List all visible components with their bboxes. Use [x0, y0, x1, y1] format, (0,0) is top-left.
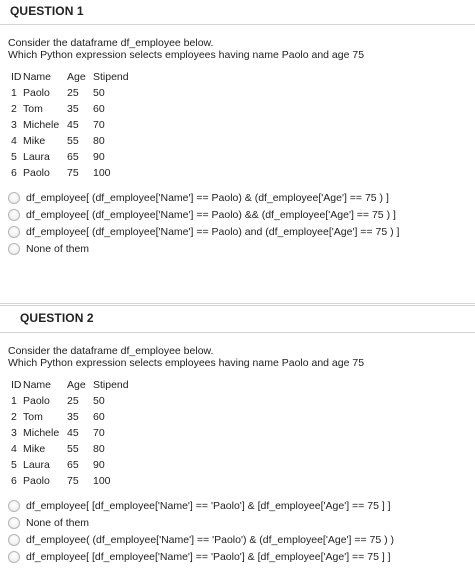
cell-age: 45 — [67, 427, 79, 439]
cell-id: 1 — [11, 395, 17, 407]
table-row — [11, 393, 133, 409]
question-body — [0, 25, 475, 257]
question-text-line-1: Consider the dataframe df_employee below. — [8, 37, 214, 49]
answer-label[interactable]: df_employee[ (df_employee['Name'] == Paolo) & (df_employee['Age'] == 75 ) ] — [26, 191, 389, 204]
column-header-age: Age — [67, 71, 86, 83]
cell-age: 55 — [67, 135, 79, 147]
cell-stipend: 60 — [93, 411, 105, 423]
cell-name: Mike — [23, 443, 46, 455]
answer-label[interactable]: df_employee[ (df_employee['Name'] == Paolo) and (df_employee['Age'] == 75 ) ] — [26, 225, 400, 238]
answer-option[interactable] — [8, 240, 465, 257]
cell-name: Paolo — [23, 475, 50, 487]
answer-options — [8, 189, 465, 257]
cell-age: 45 — [67, 119, 79, 131]
cell-name: Mike — [23, 135, 46, 147]
cell-id: 4 — [11, 443, 17, 455]
cell-age: 65 — [67, 151, 79, 163]
cell-id: 2 — [11, 411, 17, 423]
cell-id: 6 — [11, 167, 17, 179]
table-row — [11, 441, 133, 457]
question-header — [0, 0, 475, 25]
dataframe-table — [11, 377, 133, 489]
cell-age: 75 — [67, 167, 79, 179]
cell-stipend: 100 — [93, 167, 111, 179]
column-header-id: ID — [11, 379, 22, 391]
answer-option[interactable] — [8, 514, 465, 531]
table-header-row — [11, 69, 133, 85]
question-text-line-2: Which Python expression selects employees having name Paolo and age 75 — [8, 49, 365, 61]
cell-stipend: 80 — [93, 443, 105, 455]
question-1 — [0, 0, 475, 282]
table-row — [11, 409, 133, 425]
cell-stipend: 90 — [93, 459, 105, 471]
answer-option[interactable] — [8, 206, 465, 223]
answer-label[interactable]: df_employee[ (df_employee['Name'] == Paolo) && (df_employee['Age'] == 75 ) ] — [26, 208, 396, 221]
radio-button[interactable] — [8, 243, 20, 255]
question-title: QUESTION 1 — [10, 4, 84, 18]
question-body — [0, 333, 475, 565]
column-header-name: Name — [23, 71, 52, 83]
question-text-line-2: Which Python expression selects employees having name Paolo and age 75 — [8, 357, 365, 369]
cell-stipend: 50 — [93, 87, 105, 99]
cell-stipend: 100 — [93, 475, 111, 487]
cell-stipend: 50 — [93, 395, 105, 407]
cell-name: Paolo — [23, 167, 50, 179]
answer-label[interactable]: df_employee( (df_employee['Name'] == 'Paolo') & (df_employee['Age'] == 75 ) ) — [26, 533, 395, 546]
question-text-line-1: Consider the dataframe df_employee below. — [8, 345, 214, 357]
radio-button[interactable] — [8, 551, 20, 563]
cell-age: 55 — [67, 443, 79, 455]
cell-id: 3 — [11, 119, 17, 131]
cell-age: 35 — [67, 103, 79, 115]
radio-button[interactable] — [8, 517, 20, 529]
radio-button[interactable] — [8, 500, 20, 512]
answer-options — [8, 497, 465, 565]
table-row — [11, 85, 133, 101]
cell-age: 25 — [67, 87, 79, 99]
radio-button[interactable] — [8, 192, 20, 204]
cell-name: Michele — [23, 119, 60, 131]
answer-option[interactable] — [8, 531, 465, 548]
table-row — [11, 117, 133, 133]
cell-id: 6 — [11, 475, 17, 487]
cell-name: Tom — [23, 411, 43, 423]
column-header-stipend: Stipend — [93, 379, 129, 391]
answer-option[interactable] — [8, 189, 465, 206]
cell-stipend: 60 — [93, 103, 105, 115]
answer-option[interactable] — [8, 497, 465, 514]
cell-id: 2 — [11, 103, 17, 115]
question-header — [0, 305, 475, 333]
question-separator — [0, 282, 475, 305]
cell-name: Laura — [23, 459, 50, 471]
table-row — [11, 473, 133, 489]
cell-name: Michele — [23, 427, 60, 439]
radio-button[interactable] — [8, 534, 20, 546]
cell-stipend: 90 — [93, 151, 105, 163]
cell-stipend: 80 — [93, 135, 105, 147]
radio-button[interactable] — [8, 226, 20, 238]
table-row — [11, 457, 133, 473]
table-row — [11, 149, 133, 165]
dataframe-table — [11, 69, 133, 181]
cell-id: 5 — [11, 151, 17, 163]
cell-name: Paolo — [23, 395, 50, 407]
cell-stipend: 70 — [93, 119, 105, 131]
answer-option[interactable] — [8, 223, 465, 240]
cell-id: 5 — [11, 459, 17, 471]
table-row — [11, 165, 133, 181]
answer-label[interactable]: None of them — [26, 516, 90, 529]
table-row — [11, 425, 133, 441]
radio-button[interactable] — [8, 209, 20, 221]
column-header-name: Name — [23, 379, 52, 391]
answer-label[interactable]: df_employee[ [df_employee['Name'] == 'Paolo'] & [df_employee['Age'] == 75 ] ] — [26, 550, 391, 563]
answer-option[interactable] — [8, 548, 465, 565]
table-row — [11, 133, 133, 149]
question-title: QUESTION 2 — [20, 311, 94, 325]
answer-label[interactable]: None of them — [26, 242, 90, 255]
divider — [0, 303, 475, 304]
table-row — [11, 101, 133, 117]
cell-id: 1 — [11, 87, 17, 99]
cell-age: 75 — [67, 475, 79, 487]
question-2 — [0, 305, 475, 582]
cell-age: 25 — [67, 395, 79, 407]
column-header-id: ID — [11, 71, 22, 83]
answer-label[interactable]: df_employee[ [df_employee['Name'] == 'Paolo'] & [df_employee['Age'] == 75 ] ] — [26, 499, 391, 512]
column-header-stipend: Stipend — [93, 71, 129, 83]
cell-stipend: 70 — [93, 427, 105, 439]
cell-age: 65 — [67, 459, 79, 471]
cell-id: 3 — [11, 427, 17, 439]
cell-age: 35 — [67, 411, 79, 423]
cell-name: Laura — [23, 151, 50, 163]
cell-name: Tom — [23, 103, 43, 115]
column-header-age: Age — [67, 379, 86, 391]
cell-name: Paolo — [23, 87, 50, 99]
table-header-row — [11, 377, 133, 393]
cell-id: 4 — [11, 135, 17, 147]
